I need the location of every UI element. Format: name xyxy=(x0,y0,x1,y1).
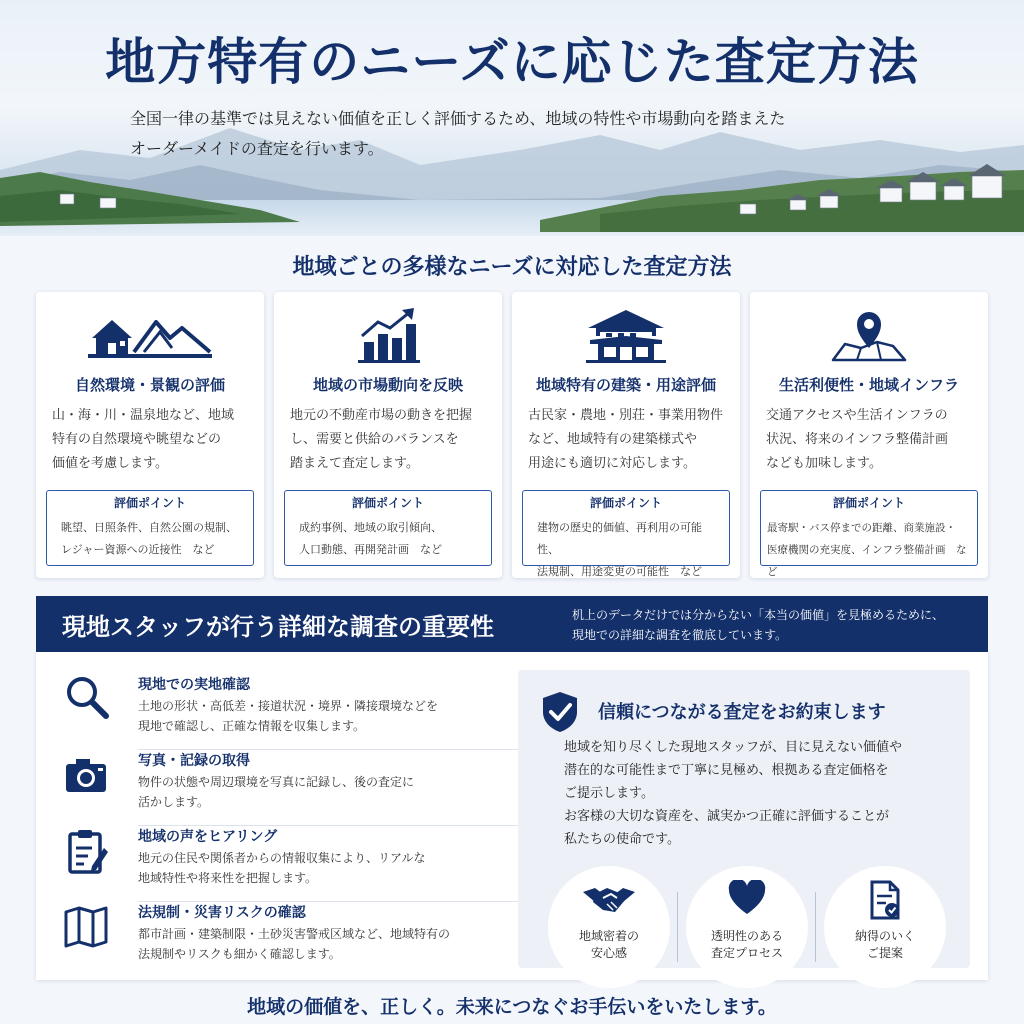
badge-label-line: 地域密着の xyxy=(578,929,639,943)
badge-label-line: ご提案 xyxy=(866,946,903,960)
traditional-house-icon xyxy=(512,308,740,364)
card-title: 地域特有の建築・用途評価 xyxy=(535,376,716,394)
survey-item-title: 法規制・災害リスクの確認 xyxy=(138,905,306,921)
card-description xyxy=(528,404,728,476)
page-title: 地方特有のニーズに応じた査定方法 xyxy=(105,32,919,91)
survey-item-title: 地域の声をヒアリング xyxy=(138,829,278,845)
survey-banner xyxy=(36,596,988,652)
card-description-line: し、需要と供給のバランスを xyxy=(290,432,459,447)
card-title: 自然環境・景観の評価 xyxy=(74,376,225,394)
survey-item-regulation xyxy=(62,902,502,978)
survey-banner-line: 机上のデータだけでは分からない「本当の価値」を見極めるために、 xyxy=(572,608,945,622)
evaluation-point-line: レジャー資源への近接性 など xyxy=(61,543,215,556)
card-infrastructure xyxy=(750,292,988,578)
magnifier-icon xyxy=(62,674,112,724)
evaluation-point-line: 成約事例、地域の取引傾向、 xyxy=(299,521,442,534)
evaluation-point-title: 評価ポイント xyxy=(351,496,424,510)
bar-chart-up-icon xyxy=(274,308,502,364)
trust-text-line: 潜在的な可能性まで丁寧に見極め、根拠ある査定価格を xyxy=(564,763,889,778)
survey-item-title: 写真・記録の取得 xyxy=(138,753,250,769)
card-description xyxy=(290,404,490,476)
method-cards xyxy=(36,292,988,578)
card-description xyxy=(52,404,252,476)
survey-item-photo xyxy=(62,750,502,826)
badge-label xyxy=(686,928,808,962)
evaluation-point-box xyxy=(46,490,254,566)
survey-banner-description xyxy=(572,605,982,645)
survey-item-text xyxy=(138,848,508,888)
badge-label-line: 査定プロセス xyxy=(710,946,783,960)
badge-transparency xyxy=(686,866,808,988)
survey-panel xyxy=(36,652,988,980)
card-description-line: 用途にも適切に対応します。 xyxy=(528,456,696,471)
evaluation-point-text xyxy=(285,511,491,561)
evaluation-point-title: 評価ポイント xyxy=(832,496,905,510)
clipboard-icon xyxy=(62,826,112,876)
survey-item-line: 地元の住民や関係者からの情報収集により、リアルな xyxy=(138,851,426,865)
card-title: 生活利便性・地域インフラ xyxy=(778,376,959,394)
trust-text-line: ご提示します。 xyxy=(564,786,654,801)
card-market xyxy=(274,292,502,578)
survey-item-text xyxy=(138,772,508,812)
hero-banner xyxy=(0,0,1024,236)
map-pin-icon xyxy=(750,308,988,364)
survey-item-line: 都市計画・建築制限・土砂災害警戒区域など、地域特有の xyxy=(138,927,451,941)
evaluation-point-line: 眺望、日照条件、自然公園の規制、 xyxy=(61,521,237,534)
survey-item-site-check xyxy=(62,674,502,750)
survey-item-text xyxy=(138,696,508,736)
evaluation-point-line: 医療機関の充実度、インフラ整備計画 など xyxy=(767,544,967,578)
trust-title: 信頼につながる査定をお約束します xyxy=(598,702,886,723)
survey-item-line: 物件の状態や周辺環境を写真に記録し、後の査定に xyxy=(138,775,415,789)
trust-box xyxy=(518,670,970,968)
badge-label-line: 納得のいく xyxy=(854,929,915,943)
trust-text-line: 私たちの使命です。 xyxy=(564,832,680,847)
card-description-line: 状況、将来のインフラ整備計画 xyxy=(766,432,949,447)
card-description-line: なども加味します。 xyxy=(766,456,882,471)
hero-lead-line: オーダーメイドの査定を行います。 xyxy=(130,139,384,158)
survey-item-line: 地域特性や将来性を把握します。 xyxy=(138,871,318,885)
survey-item-line: 活かします。 xyxy=(138,795,210,809)
badge-community xyxy=(548,866,670,988)
evaluation-point-title: 評価ポイント xyxy=(113,496,186,510)
card-description-line: 踏まえて査定します。 xyxy=(290,456,419,471)
card-title: 地域の市場動向を反映 xyxy=(312,376,463,394)
card-description xyxy=(766,404,976,476)
evaluation-point-box xyxy=(284,490,492,566)
badge-proposal xyxy=(824,866,946,988)
card-architecture xyxy=(512,292,740,578)
survey-item-line: 法規制やリスクも細かく確認します。 xyxy=(138,947,341,961)
evaluation-point-text xyxy=(523,511,729,583)
heart-icon xyxy=(686,880,808,920)
survey-item-line: 土地の形状・高低差・接道状況・境界・隣接環境などを xyxy=(138,699,439,713)
badge-label xyxy=(824,928,946,962)
hero-lead-line: 全国一律の基準では見えない価値を正しく評価するため、地域の特性や市場動向を踏まえた xyxy=(130,109,786,128)
trust-text-line: 地域を知り尽くした現地スタッフが、目に見えない価値や xyxy=(564,740,903,755)
evaluation-point-line: 人口動態、再開発計画 など xyxy=(299,543,442,556)
card-description-line: 特有の自然環境や眺望などの xyxy=(52,432,222,447)
trust-text-line: お客様の大切な資産を、誠実かつ正確に評価することが xyxy=(564,809,890,824)
badge-label xyxy=(548,928,670,962)
document-check-icon xyxy=(824,880,946,920)
trust-text xyxy=(564,736,964,851)
hero-lead xyxy=(130,104,930,164)
survey-item-text xyxy=(138,924,508,964)
divider xyxy=(815,892,816,962)
card-description-line: 山・海・川・温泉地など、地域 xyxy=(52,408,235,423)
footer-tagline: 地域の価値を、正しく。未来につなぐお手伝いをいたします。 xyxy=(247,996,777,1018)
section-title: 地域ごとの多様なニーズに対応した査定方法 xyxy=(292,254,732,280)
divider xyxy=(677,892,678,962)
card-description-line: など、地域特有の建築様式や xyxy=(528,432,698,447)
card-description-line: 古民家・農地・別荘・事業用物件 xyxy=(528,408,724,423)
folded-map-icon xyxy=(62,902,112,952)
evaluation-point-line: 最寄駅・バス停までの距離、商業施設・ xyxy=(767,522,956,534)
evaluation-point-line: 法規制、用途変更の可能性 など xyxy=(537,565,702,578)
survey-item-hearing xyxy=(62,826,502,902)
survey-item-line: 現地で確認し、正確な情報を収集します。 xyxy=(138,719,366,733)
shield-check-icon xyxy=(540,690,580,734)
card-description-line: 交通アクセスや生活インフラの xyxy=(766,408,948,423)
survey-banner-title: 現地スタッフが行う詳細な調査の重要性 xyxy=(62,612,494,641)
survey-banner-line: 現地での詳細な調査を徹底しています。 xyxy=(572,628,788,642)
card-nature xyxy=(36,292,264,578)
card-description-line: 地元の不動産市場の動きを把握 xyxy=(290,408,473,423)
badge-label-line: 透明性のある xyxy=(710,929,783,943)
badge-label-line: 安心感 xyxy=(590,946,627,960)
evaluation-point-text xyxy=(47,511,253,561)
card-description-line: 価値を考慮します。 xyxy=(52,456,168,471)
survey-item-title: 現地での実地確認 xyxy=(138,677,250,693)
house-mountain-icon xyxy=(36,308,264,364)
evaluation-point-box xyxy=(522,490,730,578)
evaluation-point-line: 建物の歴史的価値、再利用の可能性、 xyxy=(537,521,702,556)
handshake-icon xyxy=(548,880,670,920)
evaluation-point-box xyxy=(760,490,978,578)
evaluation-point-text xyxy=(761,511,977,583)
evaluation-point-title: 評価ポイント xyxy=(589,496,662,510)
camera-icon xyxy=(62,750,112,800)
